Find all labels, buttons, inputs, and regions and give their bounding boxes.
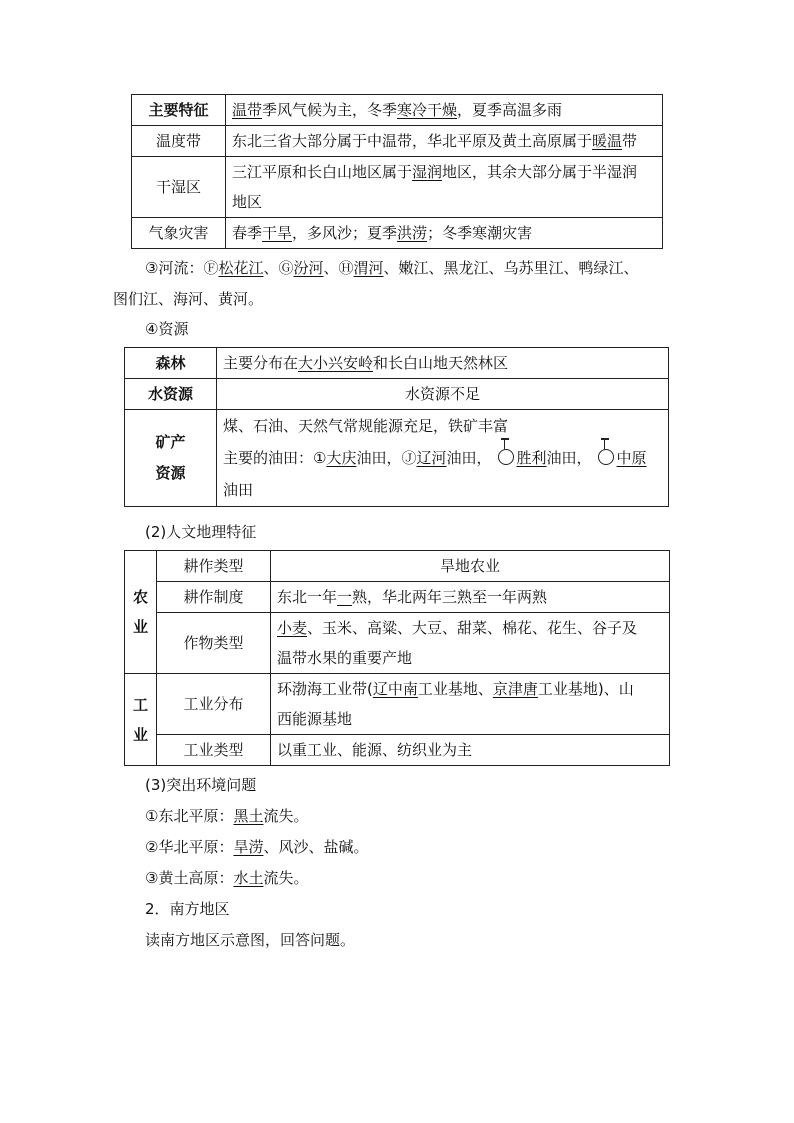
resources-title: ④资源 — [145, 320, 189, 338]
rivers-paragraph-cont: 图们江、海河、黄河。 — [113, 290, 264, 308]
row-label: 主要特征 — [132, 95, 226, 126]
env-item: ③黄土高原：水土流失。 — [145, 869, 309, 887]
row-value: 以重工业、能源、纺织业为主 — [271, 735, 670, 766]
row-value: 温带季风气候为主，冬季寒冷干燥，夏季高温多雨 — [226, 95, 663, 126]
row-label: 气象灾害 — [132, 218, 226, 249]
agri-label: 农 业 — [125, 551, 157, 674]
table-row — [132, 126, 663, 157]
mineral-label: 矿产 资源 — [125, 410, 217, 507]
table-row — [125, 348, 669, 379]
water-value: 水资源不足 — [217, 379, 669, 410]
mineral-value: 煤、石油、天然气常规能源充足，铁矿丰富 主要的油田：①大庆油田，Ⓙ辽河油田， 胜利油田， 中原 油田 — [217, 410, 669, 507]
table-row — [125, 582, 670, 613]
oil-derrick-icon — [498, 449, 514, 465]
table-row — [132, 95, 663, 126]
row-type: 工业分布 — [157, 674, 271, 735]
oil-derrick-icon — [598, 449, 614, 465]
forest-value: 主要分布在大小兴安岭和长白山地天然林区 — [217, 348, 669, 379]
table-row — [132, 218, 663, 249]
row-value: 春季干旱，多风沙；夏季洪涝；冬季寒潮灾害 — [226, 218, 663, 249]
row-type: 作物类型 — [157, 613, 271, 674]
water-label: 水资源 — [125, 379, 217, 410]
human-table — [124, 550, 670, 766]
env-title: (3)突出环境问题 — [145, 776, 257, 794]
table-row — [132, 157, 663, 218]
row-label: 温度带 — [132, 126, 226, 157]
table-row — [125, 379, 669, 410]
section-text: 读南方地区示意图，回答问题。 — [145, 931, 356, 949]
env-item: ①东北平原：黑土流失。 — [145, 807, 309, 825]
rivers-paragraph: ③河流：Ⓕ松花江、Ⓖ汾河、Ⓗ渭河、嫩江、黑龙江、乌苏里江、鸭绿江、 — [145, 259, 639, 277]
env-item: ②华北平原：旱涝、风沙、盐碱。 — [145, 838, 369, 856]
row-type: 耕作制度 — [157, 582, 271, 613]
row-value: 东北三省大部分属于中温带，华北平原及黄土高原属于暖温带 — [226, 126, 663, 157]
table-row — [125, 613, 670, 674]
row-type: 工业类型 — [157, 735, 271, 766]
row-value: 旱地农业 — [271, 551, 670, 582]
table-row — [125, 551, 670, 582]
table-row — [125, 674, 670, 735]
row-value: 小麦、玉米、高粱、大豆、甜菜、棉花、花生、谷子及 温带水果的重要产地 — [271, 613, 670, 674]
ind-label: 工 业 — [125, 674, 157, 766]
row-value: 环渤海工业带(辽中南工业基地、京津唐工业基地)、山 西能源基地 — [271, 674, 670, 735]
forest-label: 森林 — [125, 348, 217, 379]
table-row — [125, 735, 670, 766]
row-label: 干湿区 — [132, 157, 226, 218]
section-title: 2．南方地区 — [145, 900, 230, 918]
row-value: 东北一年一熟，华北两年三熟至一年两熟 — [271, 582, 670, 613]
human-title: (2)人文地理特征 — [145, 523, 257, 541]
row-type: 耕作类型 — [157, 551, 271, 582]
climate-table — [131, 94, 663, 249]
row-value: 三江平原和长白山地区属于湿润地区，其余大部分属于半湿润 地区 — [226, 157, 663, 218]
resources-table — [124, 347, 669, 507]
table-row — [125, 410, 669, 507]
